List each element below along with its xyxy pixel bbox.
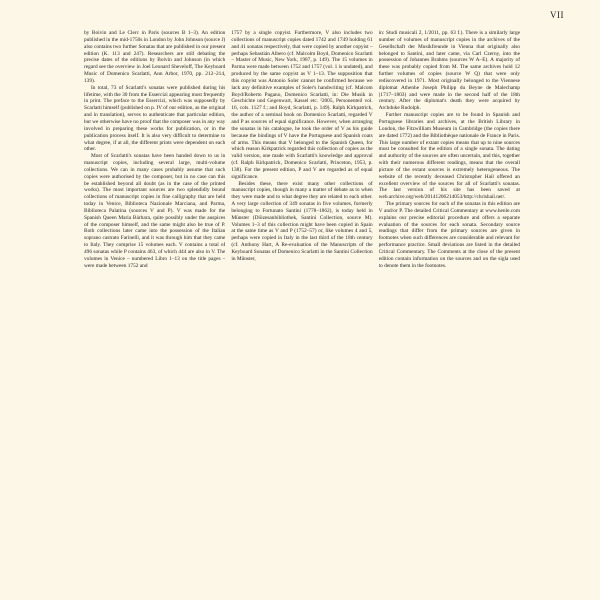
text-column-2	[231, 30, 372, 592]
paragraph: The primary sources for each of the sonatas in this edition are V and/or P. The detailed Critical Commentary at www.henle.com explains our precise editorial procedure and offers a separate evaluation of the sources for each sonata. Secondary source readings that differ from the primary sources are given in footnotes when such differences are considerable and relevant for performance practice. Small deviations are listed in the detailed Critical Commentary. The Comments at the close of the present edition contain information on the sources and on the sigla used to denote them in the footnotes.	[378, 201, 520, 269]
text-column-1	[84, 30, 225, 592]
paragraph: In total, 73 of Scarlatti's sonatas were published during his lifetime, with the 30 from the Essercizi appearing most frequently in print. The preface to the Essercizi, which was supposedly by Scarlatti himself (published on p. IV of our edition, as the original and in translation), serves to authenticate that particular edition, but we otherwise have no proof that the composer was in any way involved in preparing these works for publication, or in the publication process itself. It is also very difficult to determine to what degree, if at all, the different prints were dependent on each other.	[84, 84, 226, 153]
paragraph: by Boivin and Le Clerc in Paris (sources B 1–3). An edition published in the mid-1750s in London by John Johnson (source J) also contains two further Sonatas that are published in our present edition (K. 113 and 247). Researchers are still debating the precise dates of the editions by Boivin and Johnson (in which regard see the overview in Joel Leonard Sheveloff, The Keyboard Music of Domenico Scarlatti, Ann Arbor, 1970, pp. 212–214, 139).	[84, 30, 226, 84]
paragraph: in: Studi musicali 2, 1/2011, pp. 63 f.). There is a similarly large number of volumes of manuscript copies in the archives of the Gesellschaft der Musikfreunde in Vienna that originally also belonged to Santini, and later came, via Carl Czerny, into the possession of Johannes Brahms (sources W A–E). A majority of these was probably copied from M. The same archives hold 12 further volumes of copies (source W Q) that were only rediscovered in 1971. Most originally belonged to the Viennese diplomat Athenhe Joseph Philipp du Beyne de Malechamp (1717–1803) and were made in the second half of the 18th century. After the diplomat's death they were acquired by Archduke Rudolph.	[378, 30, 520, 112]
text-columns	[84, 30, 520, 592]
paragraph: Besides these, there exist many other collections of manuscript copies, though in many a matter of debate as to when they were made and to what degree they are related to each other. A very large collection of 349 sonatas in five volumes, formerly belonging to Fortunato Santini (1778–1862), is today held in Münster (Diözesanbibliothek, Santini Collection, source M). Volumes 1–3 of this collection might have been copied in Spain at the same time as V and P (1752–57) or, like volumes 4 and 5, perhaps were copied in Italy in the last third of the 18th century (cf. Anthony Hart, A Re-evaluation of the Manuscripts of the Keyboard Sonatas of Domenico Scarlatti in the Santini Collection in Münster,	[231, 180, 373, 262]
text-column-3	[379, 30, 520, 592]
paragraph: Most of Scarlatti's sonatas have been handed down to us in manuscript copies, including several large, multi-volume collections. We can in many cases probably assume that such copies were authorised by the composer, but in no case can this be established beyond all doubt (as in the case of the printed works). The most important sources are two splendidly bound collections of manuscript copies in fine calligraphy that are held today in Venice, Biblioteca Nazionale Marciana, and Parma, Biblioteca Palatina (sources V and P). V was made for the Spanish Queen Maria Bárbara, quite possibly under the auspices of the composer himself, and the same might also be true of P. Both collections later came into the possession of the Italian soprano castrato Farinelli, and it was through him that they came to Italy. They comprise 15 volumes each. V contains a total of 496 sonatas while P contains 463, of which 444 are also in V. The volumes in Venice – numbered Libro 1–13 on the title pages – were made between 1752 and	[84, 153, 226, 269]
page-number: VII	[550, 10, 564, 20]
paragraph: Further manuscript copies are to be found in Spanish and Portuguese libraries and archives, at the British Library in London, the Fitzwilliam Museum in Cambridge (the copies there are dated 1772) and the Bibliothèque nationale de France in Paris. This large number of extant copies means that up to nine sources must be consulted for the edition of a single sonata. The dating and authority of the sources are often uncertain, and this, together with their numerous different readings, means that the overall picture of the extant sources is extremely heterogeneous. The website of the recently deceased Christopher Hail offered an excellent overview of the sources for all of Scarlatti's sonatas. The last version of his site has been saved at web.archive.org/web/20141206214053/http://chrishail.net/.	[378, 112, 520, 201]
paragraph: 1757 by a single copyist. Furthermore, V also includes two collections of manuscript copies dated 1742 and 1749 holding 61 and 41 sonatas respectively, that were copied by another copyist – perhaps Sebastián Albero (cf. Malcolm Boyd, Domenico Scarlatti – Master of Music, New York, 1987, p. 149). The 15 volumes in Parma were made between 1752 and 1757 (vol. 1 is undated), and produced by the same copyist as V 1–13. The supposition that this copyist was Antonio Soler cannot be confirmed because we lack any definitive examples of Soler's handwriting (cf. Malcom Boyd/Roberto Pagano, Domenico Scarlatti, in: Die Musik in Geschichte und Gegenwart, Kassel etc. ²2005, Personenteil vol. 16, cols. 1127 f.; and Boyd, Scarlatti, p. 149). Ralph Kirkpatrick, the author of a seminal book on Domenico Scarlatti, regarded V and P as sources of equal significance. However, when arranging the sonatas in his catalogue, he took the order of V as his guide because the bindings of V have the Portuguese and Spanish coats of arms. This means that V belonged to the Spanish Queen, for which reason Kirkpatrick regarded this collection of copies as the valid version, one made with Scarlatti's knowledge and approval (cf. Ralph Kirkpatrick, Domenico Scarlatti, Princeton, 1953, p. 138). For the present edition, P and V are regarded as of equal significance.	[231, 30, 373, 180]
